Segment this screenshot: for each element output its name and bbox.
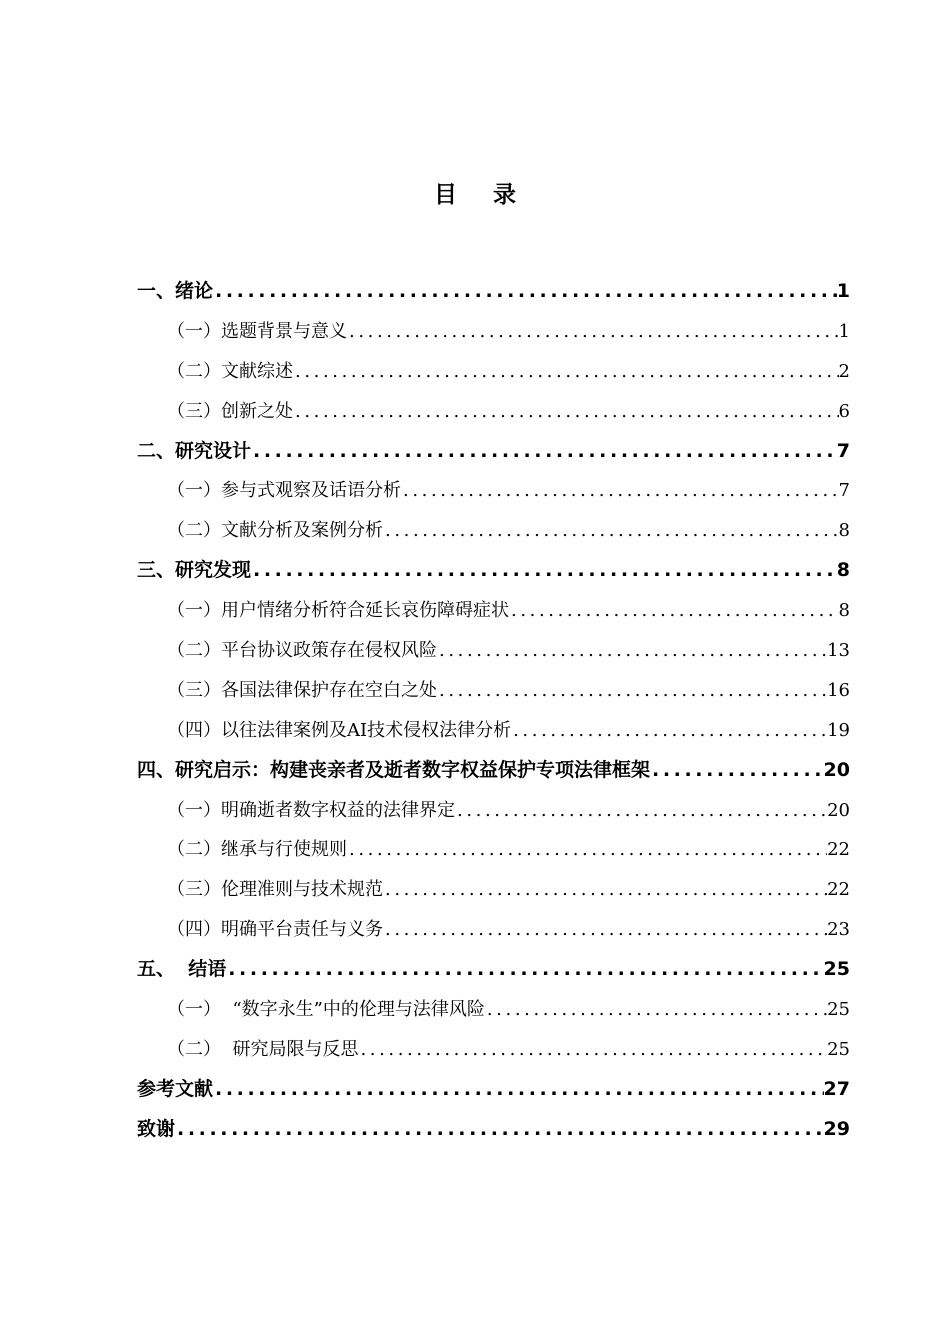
toc-entry-label: 五、 结语 — [137, 958, 227, 981]
dot-leader — [226, 950, 823, 990]
toc-entry-page: 1 — [838, 320, 850, 342]
toc-entry-section-1-2[interactable] — [137, 352, 850, 392]
toc-entry-section-3-4[interactable] — [137, 711, 850, 751]
toc-entry-page: 25 — [827, 999, 850, 1021]
dot-leader — [511, 711, 827, 751]
dot-leader — [437, 671, 827, 711]
toc-entry-page: 22 — [827, 839, 850, 861]
toc-entry-chapter-5[interactable] — [137, 950, 850, 990]
toc-entry-page: 16 — [827, 679, 850, 701]
toc-entry-label: （四）以往法律案例及AI技术侵权法律分析 — [167, 719, 512, 741]
toc-entry-label: （四）明确平台责任与义务 — [167, 919, 383, 941]
toc-entry-chapter-2[interactable] — [137, 432, 850, 472]
toc-entry-chapter-3[interactable] — [137, 551, 850, 591]
page-title: 目 录 — [433, 182, 530, 208]
dot-leader — [401, 471, 839, 511]
toc-entry-section-1-1[interactable] — [137, 312, 850, 352]
toc-entry-page: 7 — [836, 439, 850, 462]
toc-entry-section-1-3[interactable] — [137, 392, 850, 432]
toc-entry-page: 25 — [823, 958, 850, 981]
toc-entry-section-4-2[interactable] — [137, 830, 850, 870]
toc-entry-section-4-3[interactable] — [137, 870, 850, 910]
dot-leader — [485, 990, 827, 1030]
toc-entry-page: 2 — [838, 360, 850, 382]
toc-entry-label: 四、研究启示：构建丧亲者及逝者数字权益保护专项法律框架 — [137, 758, 651, 781]
toc-entry-label: 参考文献 — [137, 1077, 214, 1100]
toc-entry-page: 1 — [836, 280, 850, 302]
toc-entry-references[interactable] — [137, 1070, 850, 1110]
toc-entry-chapter-4[interactable] — [137, 751, 850, 791]
dot-leader — [213, 1070, 824, 1110]
toc-entry-label: 三、研究发现 — [137, 559, 252, 582]
toc-entry-label: （二）继承与行使规则 — [167, 839, 347, 861]
toc-entry-label: （三）创新之处 — [167, 400, 293, 422]
toc-entry-section-3-1[interactable] — [137, 591, 850, 631]
toc-entry-section-4-1[interactable] — [137, 791, 850, 831]
toc-entry-label: （三）伦理准则与技术规范 — [167, 879, 383, 901]
toc-entry-section-3-2[interactable] — [137, 631, 850, 671]
toc-entry-label: （一）明确逝者数字权益的法律界定 — [167, 799, 455, 821]
toc-entry-section-5-2[interactable] — [137, 1030, 850, 1070]
toc-entry-label: （二）文献分析及案例分析 — [167, 520, 383, 542]
toc-entry-label: （二）文献综述 — [167, 360, 293, 382]
toc-entry-label: （一）选题背景与意义 — [167, 320, 347, 342]
toc-entry-page: 8 — [836, 559, 850, 582]
toc-entry-acknowledgements[interactable] — [137, 1110, 850, 1150]
toc-entry-label: （一）用户情绪分析符合延长哀伤障碍症状 — [167, 600, 509, 622]
toc-entry-page: 7 — [838, 480, 850, 502]
toc-entry-page: 13 — [827, 640, 850, 662]
dot-leader — [383, 910, 827, 950]
toc-entry-label: 一、绪论 — [137, 280, 214, 302]
dot-leader — [213, 272, 837, 312]
dot-leader — [347, 312, 839, 352]
toc-entry-section-5-1[interactable] — [137, 990, 850, 1030]
toc-entry-label: 致谢 — [137, 1117, 176, 1140]
toc-entry-section-2-1[interactable] — [137, 471, 850, 511]
toc-entry-page: 19 — [827, 719, 850, 741]
toc-entry-page: 27 — [823, 1077, 850, 1100]
toc-entry-page: 20 — [827, 799, 850, 821]
dot-leader — [251, 551, 837, 591]
toc-entry-page: 8 — [838, 600, 850, 622]
toc-entry-label: （一）参与式观察及话语分析 — [167, 480, 401, 502]
toc-entry-label: （一） “数字永生”中的伦理与法律风险 — [167, 999, 485, 1021]
dot-leader — [509, 591, 839, 631]
dot-leader — [175, 1110, 824, 1150]
toc-entry-page: 25 — [827, 1038, 850, 1060]
toc-entry-chapter-1[interactable] — [137, 272, 850, 312]
toc-entry-page: 6 — [838, 400, 850, 422]
toc-entry-section-4-4[interactable] — [137, 910, 850, 950]
dot-leader — [437, 631, 827, 671]
dot-leader — [455, 791, 827, 831]
toc-entry-page: 29 — [823, 1117, 850, 1140]
toc-entry-label: （三）各国法律保护存在空白之处 — [167, 679, 437, 701]
toc-entry-label: （二）平台协议政策存在侵权风险 — [167, 640, 437, 662]
toc-entry-page: 22 — [827, 879, 850, 901]
dot-leader — [650, 751, 824, 791]
toc-entry-section-3-3[interactable] — [137, 671, 850, 711]
toc-entry-label: 二、研究设计 — [137, 439, 252, 462]
dot-leader — [358, 1030, 827, 1070]
toc-entry-section-2-2[interactable] — [137, 511, 850, 551]
table-of-contents — [137, 272, 850, 1150]
dot-leader — [251, 432, 837, 472]
dot-leader — [293, 392, 839, 432]
dot-leader — [383, 511, 839, 551]
toc-entry-page: 8 — [838, 520, 850, 542]
toc-entry-page: 20 — [823, 758, 850, 781]
toc-entry-page: 23 — [827, 919, 850, 941]
dot-leader — [347, 830, 827, 870]
dot-leader — [293, 352, 839, 392]
toc-entry-label: （二） 研究局限与反思 — [167, 1038, 359, 1060]
dot-leader — [383, 870, 827, 910]
